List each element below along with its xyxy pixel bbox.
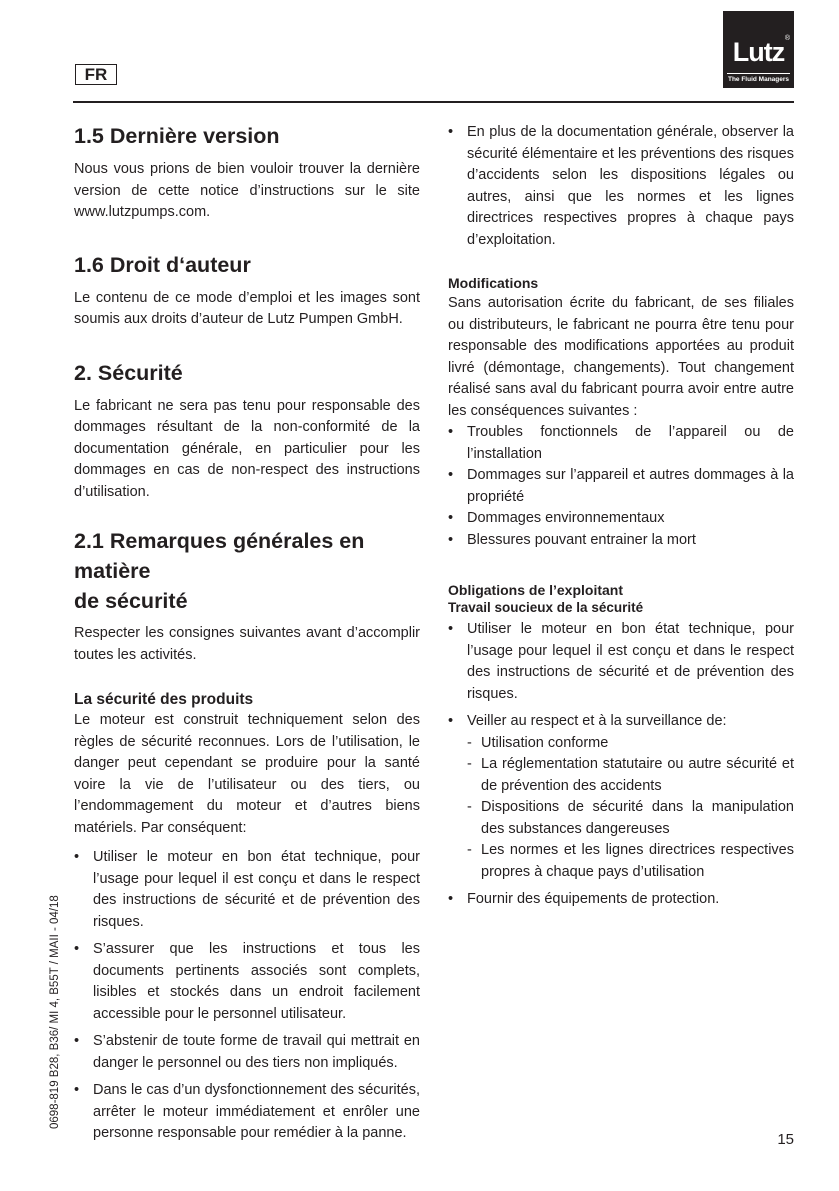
dash-item: - Les normes et les lignes directrices respectives propres à chaque pays d’utilisation — [467, 842, 794, 880]
products-bullet-list — [74, 847, 420, 1145]
list-item: • Utiliser le moteur en bon état technique, pour l’usage pour lequel il est conçu et dans le respect des instructions de sécurité et de prévention des risques. — [74, 849, 420, 930]
modifications-bullet-list — [448, 422, 794, 551]
list-item: • Dommages sur l’appareil et autres dommages à la propriété — [448, 467, 794, 505]
list-item: • Utiliser le moteur en bon état technique, pour l’usage pour lequel il est conçu et dans le respect des instructions de sécurité et de prévention des risques. — [448, 621, 794, 702]
bullet-mark: • — [448, 467, 454, 483]
right-column — [448, 122, 794, 917]
section-title-2: 2. Sécurité — [74, 360, 183, 385]
subsection-title-modifications: Modifications — [448, 275, 539, 291]
bullet-mark: • — [448, 891, 454, 907]
subsection-body-products: Le moteur est construit techniquement selon des règles de sécurité reconnues. Lors de l’utilisation, le danger peut cependant se produire pour la santé voire la vie de l’utilisateur ou des tiers, ou l’endommagement du moteur et d’autres biens matériels. Par conséquent: — [74, 712, 420, 836]
list-item: • En plus de la documentation générale, observer la sécurité élémentaire et les préventions des risques d’accidents selon les dispositions légales ou autres, ainsi que les normes et les lignes directrices respectives propres à chaque pays d’exploitation. — [448, 124, 794, 248]
logo-divider — [727, 73, 790, 74]
header-rule — [73, 101, 794, 103]
dash-item: - La réglementation statutaire ou autre sécurité et de prévention des accidents — [467, 756, 794, 794]
dash-mark: - — [467, 842, 472, 858]
bullet-mark: • — [74, 849, 80, 865]
logo-wordmark: Lutz — [732, 37, 785, 67]
subsection-subtitle-safety-work: Travail soucieux de la sécurité — [448, 600, 644, 615]
dash-item: - Utilisation conforme — [467, 733, 794, 755]
bullet-mark: • — [74, 1033, 80, 1049]
list-item: • Troubles fonctionnels de l’appareil ou de l’installation — [448, 424, 794, 462]
dash-mark: - — [467, 734, 472, 751]
left-column — [74, 122, 420, 1151]
bullet-mark: • — [448, 510, 454, 526]
section-body-1-5: Nous vous prions de bien vouloir trouver la dernière version de cette notice d’instructions sur le site www.lutzpumps.com. — [74, 161, 420, 220]
list-item: • S’assurer que les instructions et tous les documents pertinents associés sont complets, lisibles et stockés dans un endroit facilement accessible pour le personnel utilisateur. — [74, 941, 420, 1022]
bullet-mark: • — [74, 941, 80, 957]
section-body-2: Le fabricant ne sera pas tenu pour responsable des dommages résultant de la non-conformité de la documentation générale, en particulier pour les dommages en cas de non-respect des instructions d’utilisation. — [74, 397, 420, 500]
logo-tagline: The Fluid Managers — [727, 76, 790, 83]
bullet-mark: • — [448, 621, 454, 637]
subsection-title-obligations: Obligations de l’exploitant — [448, 582, 624, 598]
section-body-1-6: Le contenu de ce mode d’emploi et les images sont soumis aux droits d’auteur de Lutz Pumpen GmbH. — [74, 289, 420, 327]
list-item: • Dommages environnementaux — [448, 508, 794, 530]
language-badge: FR — [75, 64, 117, 85]
list-item: • S’abstenir de toute forme de travail qui mettrait en danger le personnel ou des tiers non impliqués. — [74, 1033, 420, 1071]
document-code: 0698-819 B28, B36/ MI 4, B55T / MAII - 04/18 — [49, 895, 61, 1129]
dash-list — [467, 733, 794, 884]
section-title-2-1-line1: 2.1 Remarques générales en matière — [74, 529, 365, 583]
bullet-mark: • — [74, 1082, 80, 1098]
page-number: 15 — [777, 1131, 794, 1148]
lutz-logo — [723, 11, 794, 88]
registered-mark: ® — [784, 35, 790, 42]
list-item: • Veiller au respect et à la surveillance de: - Utilisation conforme - La réglementation statutaire ou autre sécurité et de prévention des accidents - Dispositions de sécurité dans la manipulation des substances dangereuses - Les normes et les lignes directrices respectives propres à chaque pays d’utilisation — [448, 711, 794, 883]
dash-mark: - — [467, 799, 472, 815]
obligations-bullet-list — [448, 619, 794, 911]
section-title-2-1-line2: de sécurité — [74, 589, 188, 613]
list-item: • Blessures pouvant entrainer la mort — [448, 530, 794, 552]
intro-bullet-list — [448, 122, 794, 251]
list-item: • Dans le cas d’un dysfonctionnement des sécurités, arrêter le moteur immédiatement et enrôler une personne responsable pour remédier à la panne. — [74, 1082, 420, 1141]
bullet-mark: • — [448, 531, 454, 548]
bullet-mark: • — [448, 424, 454, 440]
subsection-body-modifications: Sans autorisation écrite du fabricant, de ses filiales ou distributeurs, le fabricant ne pourra être tenu pour responsable des modifications apportées au produit livré (démontage, changements). Tout changement réalisé sans aval du fabricant pourra avoir entre autre les conséquences suivantes : — [448, 295, 794, 419]
section-title-1-5: 1.5 Dernière version — [74, 124, 280, 148]
dash-item: - Dispositions de sécurité dans la manipulation des substances dangereuses — [467, 799, 794, 837]
dash-mark: - — [467, 756, 472, 772]
section-title-1-6: 1.6 Droit d‘auteur — [74, 252, 251, 277]
subsection-title-products: La sécurité des produits — [74, 691, 254, 708]
bullet-mark: • — [448, 713, 454, 729]
section-body-2-1: Respecter les consignes suivantes avant d’accomplir toutes les activités. — [74, 625, 420, 663]
bullet-mark: • — [448, 124, 454, 140]
list-item: • Fournir des équipements de protection. — [448, 889, 794, 911]
section-title-2-1 — [74, 526, 420, 616]
